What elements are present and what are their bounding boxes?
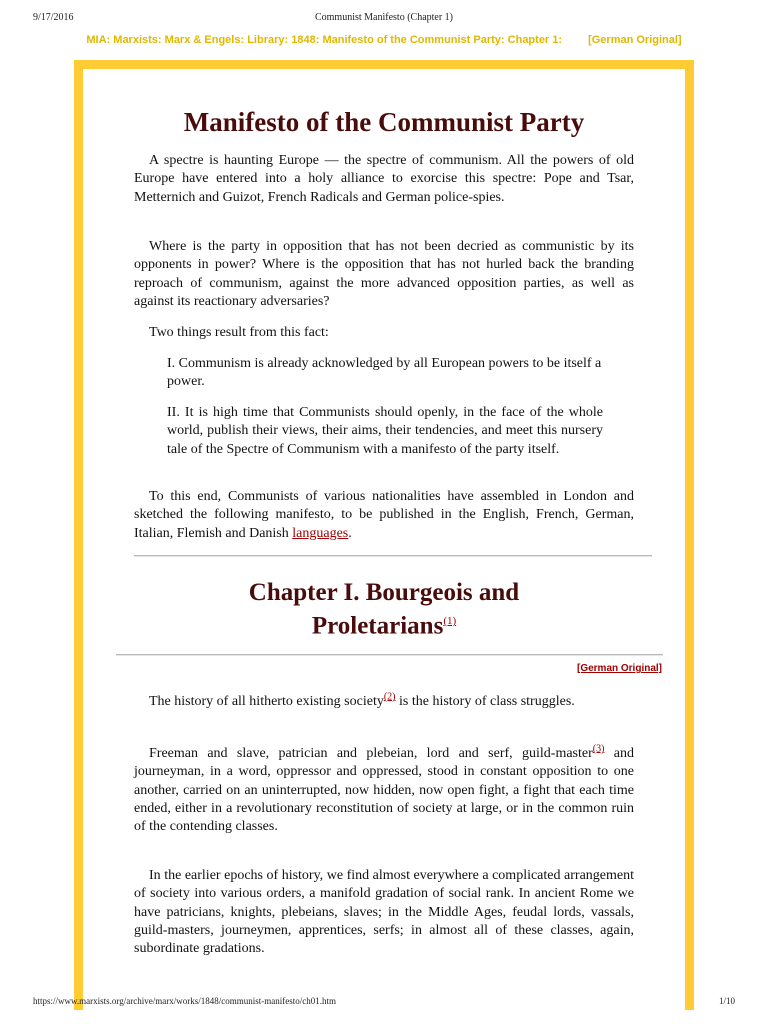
divider [116,654,663,656]
breadcrumb-separator: : [500,34,508,46]
languages-link[interactable]: languages [292,525,349,541]
breadcrumb-item-mia[interactable]: MIA [86,34,107,46]
quote-point-2: II. It is high time that Communists should openly, in the face of the whole world, publish their views, their aims, their tendencies, and meet this nursery tale of the Spectre of Communism with a manifesto of the party itself. [167,405,603,457]
print-header [0,12,768,26]
page-title: Manifesto of the Communist Party [183,107,585,137]
footnote-2-link[interactable]: (2) [383,691,396,703]
chapter-paragraph-2: Freeman and slave, patrician and plebeian, lord and serf, guild-master$^{(3)}$ and journeyman, in a word, oppressor and oppressed, stood in constant opposition to one another, carried on an uninterrupted, now hidden, now open fight, a fight that each time ended, either in a revolutionary reconstitution of society at large, or in the common ruin of the contending classes. [134,743,635,835]
preamble-paragraph-4: To this end, Communists of various nationalities have assembled in London and sketched the following manifesto, to be published in the English, French, German, Italian, Flemish and Danish languages. [134,489,634,541]
print-date: 9/17/2016 [33,12,74,23]
print-footer [0,996,768,1010]
breadcrumb-separator: : [106,34,114,46]
german-original-link [577,663,662,674]
german-original-button[interactable]: [German Original] [576,663,662,674]
chapter-paragraph-1: The history of all hitherto existing society$^{(2)}$ is the history of class struggles. [149,691,575,709]
print-url: https://www.marxists.org/archive/marx/works/1848/communist-manifesto/ch01.htm [33,996,336,1006]
chapter-paragraph-3: In the earlier epochs of history, we find almost everywhere a complicated arrangement of society into various orders, a manifold gradation of social rank. In ancient Rome we have patricians, knights, plebeians, slaves; in the Middle Ages, feudal lords, vassals, guild-masters, journeymen, apprentices, serfs; in almost all of these classes, again, subordinate gradations. [134,868,634,957]
breadcrumb-item-marx-engels[interactable]: Marx & Engels [164,34,241,46]
print-page-number: 1/10 [718,996,735,1006]
preamble-paragraph-1: A spectre is haunting Europe — the spectre of communism. All the powers of old Europe have entered into a holy alliance to exorcise this spectre: Pope and Tsar, Metternich and Guizot, French Radicals and German police-spies. [134,153,634,205]
breadcrumb-separator: : [157,34,165,46]
breadcrumb-item-library[interactable]: Library [247,34,285,46]
footnote-3-link[interactable]: (3) [592,743,605,755]
breadcrumb-item-1848[interactable]: 1848 [291,34,316,46]
divider [134,555,652,557]
breadcrumb-item-chapter: Chapter 1 [507,34,559,46]
breadcrumb-item-manifesto[interactable]: Manifesto of the Communist Party [322,34,501,46]
breadcrumb-separator: : [284,34,292,46]
preamble-paragraph-2: Where is the party in opposition that has not been decried as communistic by its opponents in power? Where is the opposition that has not hurled back the branding reproach of communism, against the more advanced opposition parties, as well as against its reactionary adversaries? [134,239,634,309]
breadcrumb-item-marxists[interactable]: Marxists [113,34,158,46]
quote-point-1: I. Communism is already acknowledged by all European powers to be itself a power. [167,356,602,390]
print-title: Communist Manifesto (Chapter 1) [314,12,454,23]
preamble-paragraph-3: Two things result from this fact: [149,325,329,340]
german-original-link-top[interactable]: [German Original] [588,34,682,46]
chapter-title: Chapter I. Bourgeois and Proletarians$^{(1)}$ [248,579,520,640]
breadcrumb-separator: : [315,34,323,46]
breadcrumb: MIA: Marxists: Marx & Engels: Library: 1848: Manifesto of the Communist Party: Chapter 1: [German Original] [86,34,682,46]
footnote-1-link[interactable]: (1) [443,615,457,627]
breadcrumb-separator: : [240,34,248,46]
